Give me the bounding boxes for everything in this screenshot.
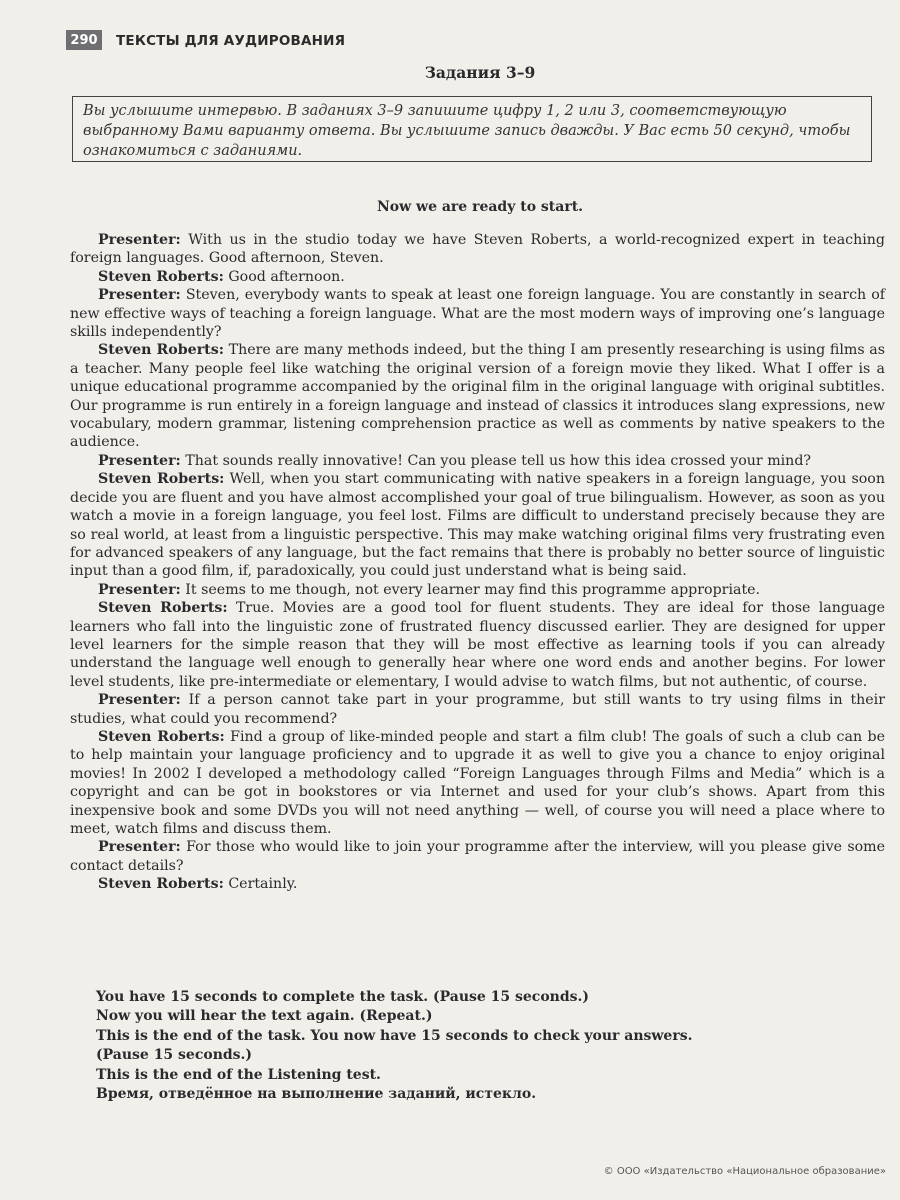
transcript-paragraph (70, 470, 885, 580)
transcript-paragraph (70, 728, 885, 838)
transcript (70, 231, 885, 894)
speech-text: True. Movies are a good tool for fluent students. They are ideal for those language learners who fall into the linguistic zone of frustrated fluency discussed earlier. They are designed for upper level learners for the simple reason that they will be most effective as learning tools if you can already understand the language well enough to generally hear where one word ends and another begins. For lower level students, like pre-intermediate or elementary, I would advise to watch films, but not authentic, of course. (70, 600, 885, 690)
running-head: ТЕКСТЫ ДЛЯ АУДИРОВАНИЯ (116, 33, 346, 49)
speech-text: For those who would like to join your programme after the interview, will you please give some contact details? (70, 839, 885, 874)
speaker-label: Presenter: (98, 581, 181, 598)
copyright-notice: © ООО «Издательство «Национальное образование» (603, 1166, 886, 1177)
speaker-label: Presenter: (98, 839, 181, 856)
closing-line: (Pause 15 seconds.) (96, 1047, 253, 1064)
instruction-box: Вы услышите интервью. В заданиях 3–9 запишите цифру 1, 2 или 3, соответствующую выбранному Вами варианту ответа. Вы услышите запись дважды. У Вас есть 50 секунд, чтобы ознакомиться с заданиями. (72, 96, 872, 162)
transcript-paragraph (70, 231, 885, 268)
closing-line: This is the end of the Listening test. (96, 1066, 381, 1083)
transcript-paragraph (70, 341, 885, 451)
speech-text: There are many methods indeed, but the thing I am presently researching is using films as a teacher. Many people feel like watching the original version of a foreign movie they liked. What I offer is a unique educational programme accompanied by the original film in the original language with original subtitles. Our programme is run entirely in a foreign language and instead of classics it introduces slang expressions, new vocabulary, modern grammar, listening comprehension practice as well as comments by native speakers to the audience. (70, 342, 885, 451)
transcript-paragraph (70, 691, 885, 728)
speech-text: Steven, everybody wants to speak at least one foreign language. You are constantly in search of new effective ways of teaching a foreign language. What are the most modern ways of improving one’s language skills independently? (70, 287, 885, 341)
transcript-paragraph (70, 838, 885, 875)
speech-text: Find a group of like-minded people and start a film club! The goals of such a club can be to help maintain your language proficiency and to upgrade it as well to give you a chance to enjoy original movies! In 2002 I developed a methodology called “Foreign Languages through Films and Media” which is a copyright and can be got in bookstores or via Internet and used for your club’s shows. Apart from this inexpensive book and some DVDs you will not need anything — well, of course you will need a place where to meet, watch films and discuss them. (70, 728, 885, 837)
transcript-paragraph (70, 286, 885, 341)
closing-line: Время, отведённое на выполнение заданий, истекло. (96, 1086, 537, 1103)
closing-line: This is the end of the task. You now have 15 seconds to check your answers. (96, 1027, 693, 1044)
speaker-label: Presenter: (98, 287, 181, 304)
speech-text: If a person cannot take part in your programme, but still wants to try using films in their studies, what could you recommend? (70, 692, 885, 727)
speaker-label: Steven Roberts: (98, 342, 224, 359)
closing-instructions (96, 988, 876, 1104)
transcript-paragraph (70, 875, 885, 893)
transcript-paragraph (70, 581, 885, 599)
page-number: 290 (66, 30, 102, 50)
closing-line: Now you will hear the text again. (Repeat.) (96, 1008, 433, 1025)
speaker-label: Steven Roberts: (98, 728, 225, 745)
transcript-paragraph (70, 599, 885, 691)
transcript-paragraph (70, 452, 885, 470)
speech-text: It seems to me though, not every learner may find this programme appropriate. (180, 581, 761, 598)
speaker-label: Presenter: (98, 232, 181, 248)
speaker-label: Presenter: (98, 452, 181, 469)
speech-text: With us in the studio today we have Steven Roberts, a world-recognized expert in teaching foreign languages. Good afternoon, Steven. (70, 232, 885, 267)
closing-line: You have 15 seconds to complete the task. (Pause 15 seconds.) (96, 989, 590, 1005)
speech-text: Good afternoon. (223, 268, 345, 285)
ready-line: Now we are ready to start. (376, 199, 584, 215)
speaker-label: Steven Roberts: (98, 268, 224, 285)
speaker-label: Presenter: (98, 692, 181, 709)
speech-text: Well, when you start communicating with native speakers in a foreign language, you soon decide you are fluent and you have almost accomplished your goal of true bilingualism. However, as soon as you watch a movie in a foreign language, you feel lost. Films are difficult to understand precisely because they are so real world, at least from a linguistic perspective. This may make watching original films very frustrating even for advanced speakers of any language, but the fact remains that there is probably no better source of linguistic input than a good film, if, paradoxically, you could just understand what is being said. (70, 471, 885, 580)
speaker-label: Steven Roberts: (98, 600, 228, 617)
speaker-label: Steven Roberts: (98, 471, 225, 488)
speech-text: That sounds really innovative! Can you please tell us how this idea crossed your mind? (180, 452, 812, 469)
task-title: Задания 3–9 (424, 63, 536, 82)
speech-text: Certainly. (223, 876, 298, 893)
speaker-label: Steven Roberts: (98, 876, 224, 893)
transcript-paragraph (70, 268, 885, 286)
